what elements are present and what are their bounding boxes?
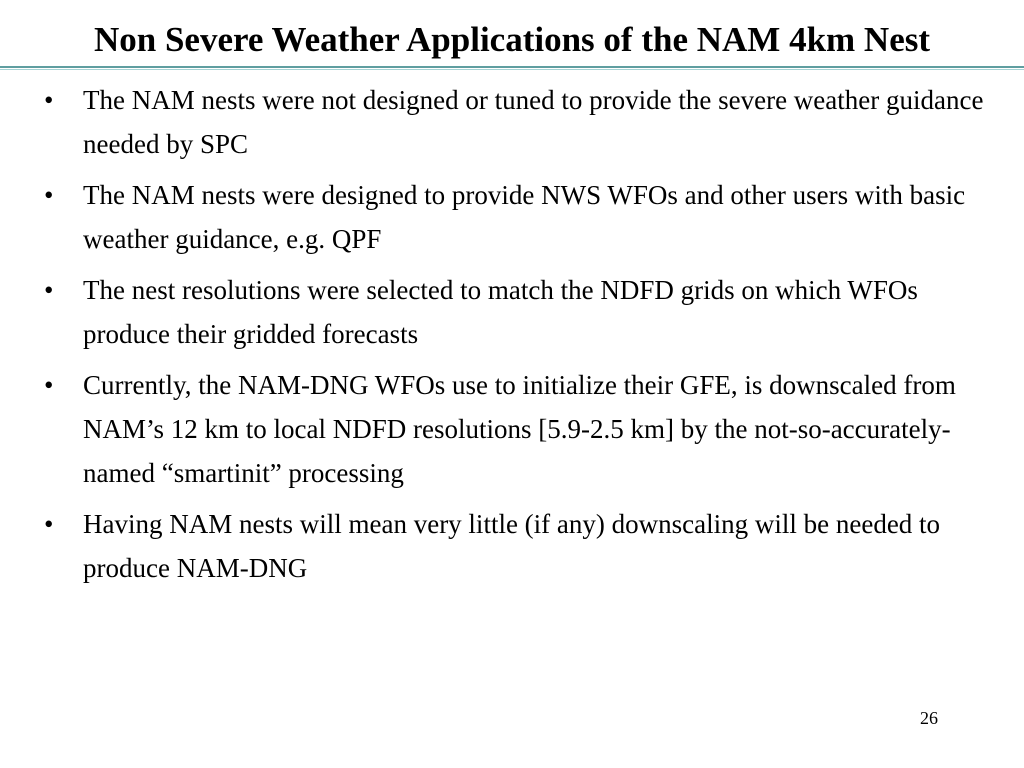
bullet-item bbox=[40, 173, 1000, 261]
bullet-item bbox=[40, 502, 1000, 590]
bullet-dot-icon: • bbox=[44, 85, 54, 115]
bullet-text: Currently, the NAM-DNG WFOs use to initialize their GFE, is downscaled from NAM’s 12 km to local NDFD resolutions [5.9-2.5 km] by the not-so-accurately-named “smartinit” processing bbox=[83, 370, 956, 488]
title-divider bbox=[0, 66, 1024, 71]
title-divider-line-primary bbox=[0, 66, 1024, 68]
bullet-text: Having NAM nests will mean very little (if any) downscaling will be needed to produce NAM-DNG bbox=[83, 509, 941, 583]
bullet-dot-icon: • bbox=[44, 275, 54, 305]
bullet-text: The nest resolutions were selected to match the NDFD grids on which WFOs produce their gridded forecasts bbox=[83, 275, 918, 349]
page-number: 26 bbox=[920, 708, 938, 728]
bullet-item bbox=[40, 363, 1000, 495]
title-divider-line-secondary bbox=[0, 69, 1024, 70]
slide-title: Non Severe Weather Applications of the NAM 4km Nest bbox=[93, 20, 931, 59]
bullet-list bbox=[40, 78, 1000, 597]
bullet-text: The NAM nests were not designed or tuned to provide the severe weather guidance needed by SPC bbox=[83, 85, 984, 159]
bullet-dot-icon: • bbox=[44, 370, 54, 400]
bullet-dot-icon: • bbox=[44, 180, 54, 210]
bullet-text: The NAM nests were designed to provide NWS WFOs and other users with basic weather guidance, e.g. QPF bbox=[83, 180, 966, 254]
bullet-dot-icon: • bbox=[44, 509, 54, 539]
bullet-item bbox=[40, 78, 1000, 166]
bullet-item bbox=[40, 268, 1000, 356]
